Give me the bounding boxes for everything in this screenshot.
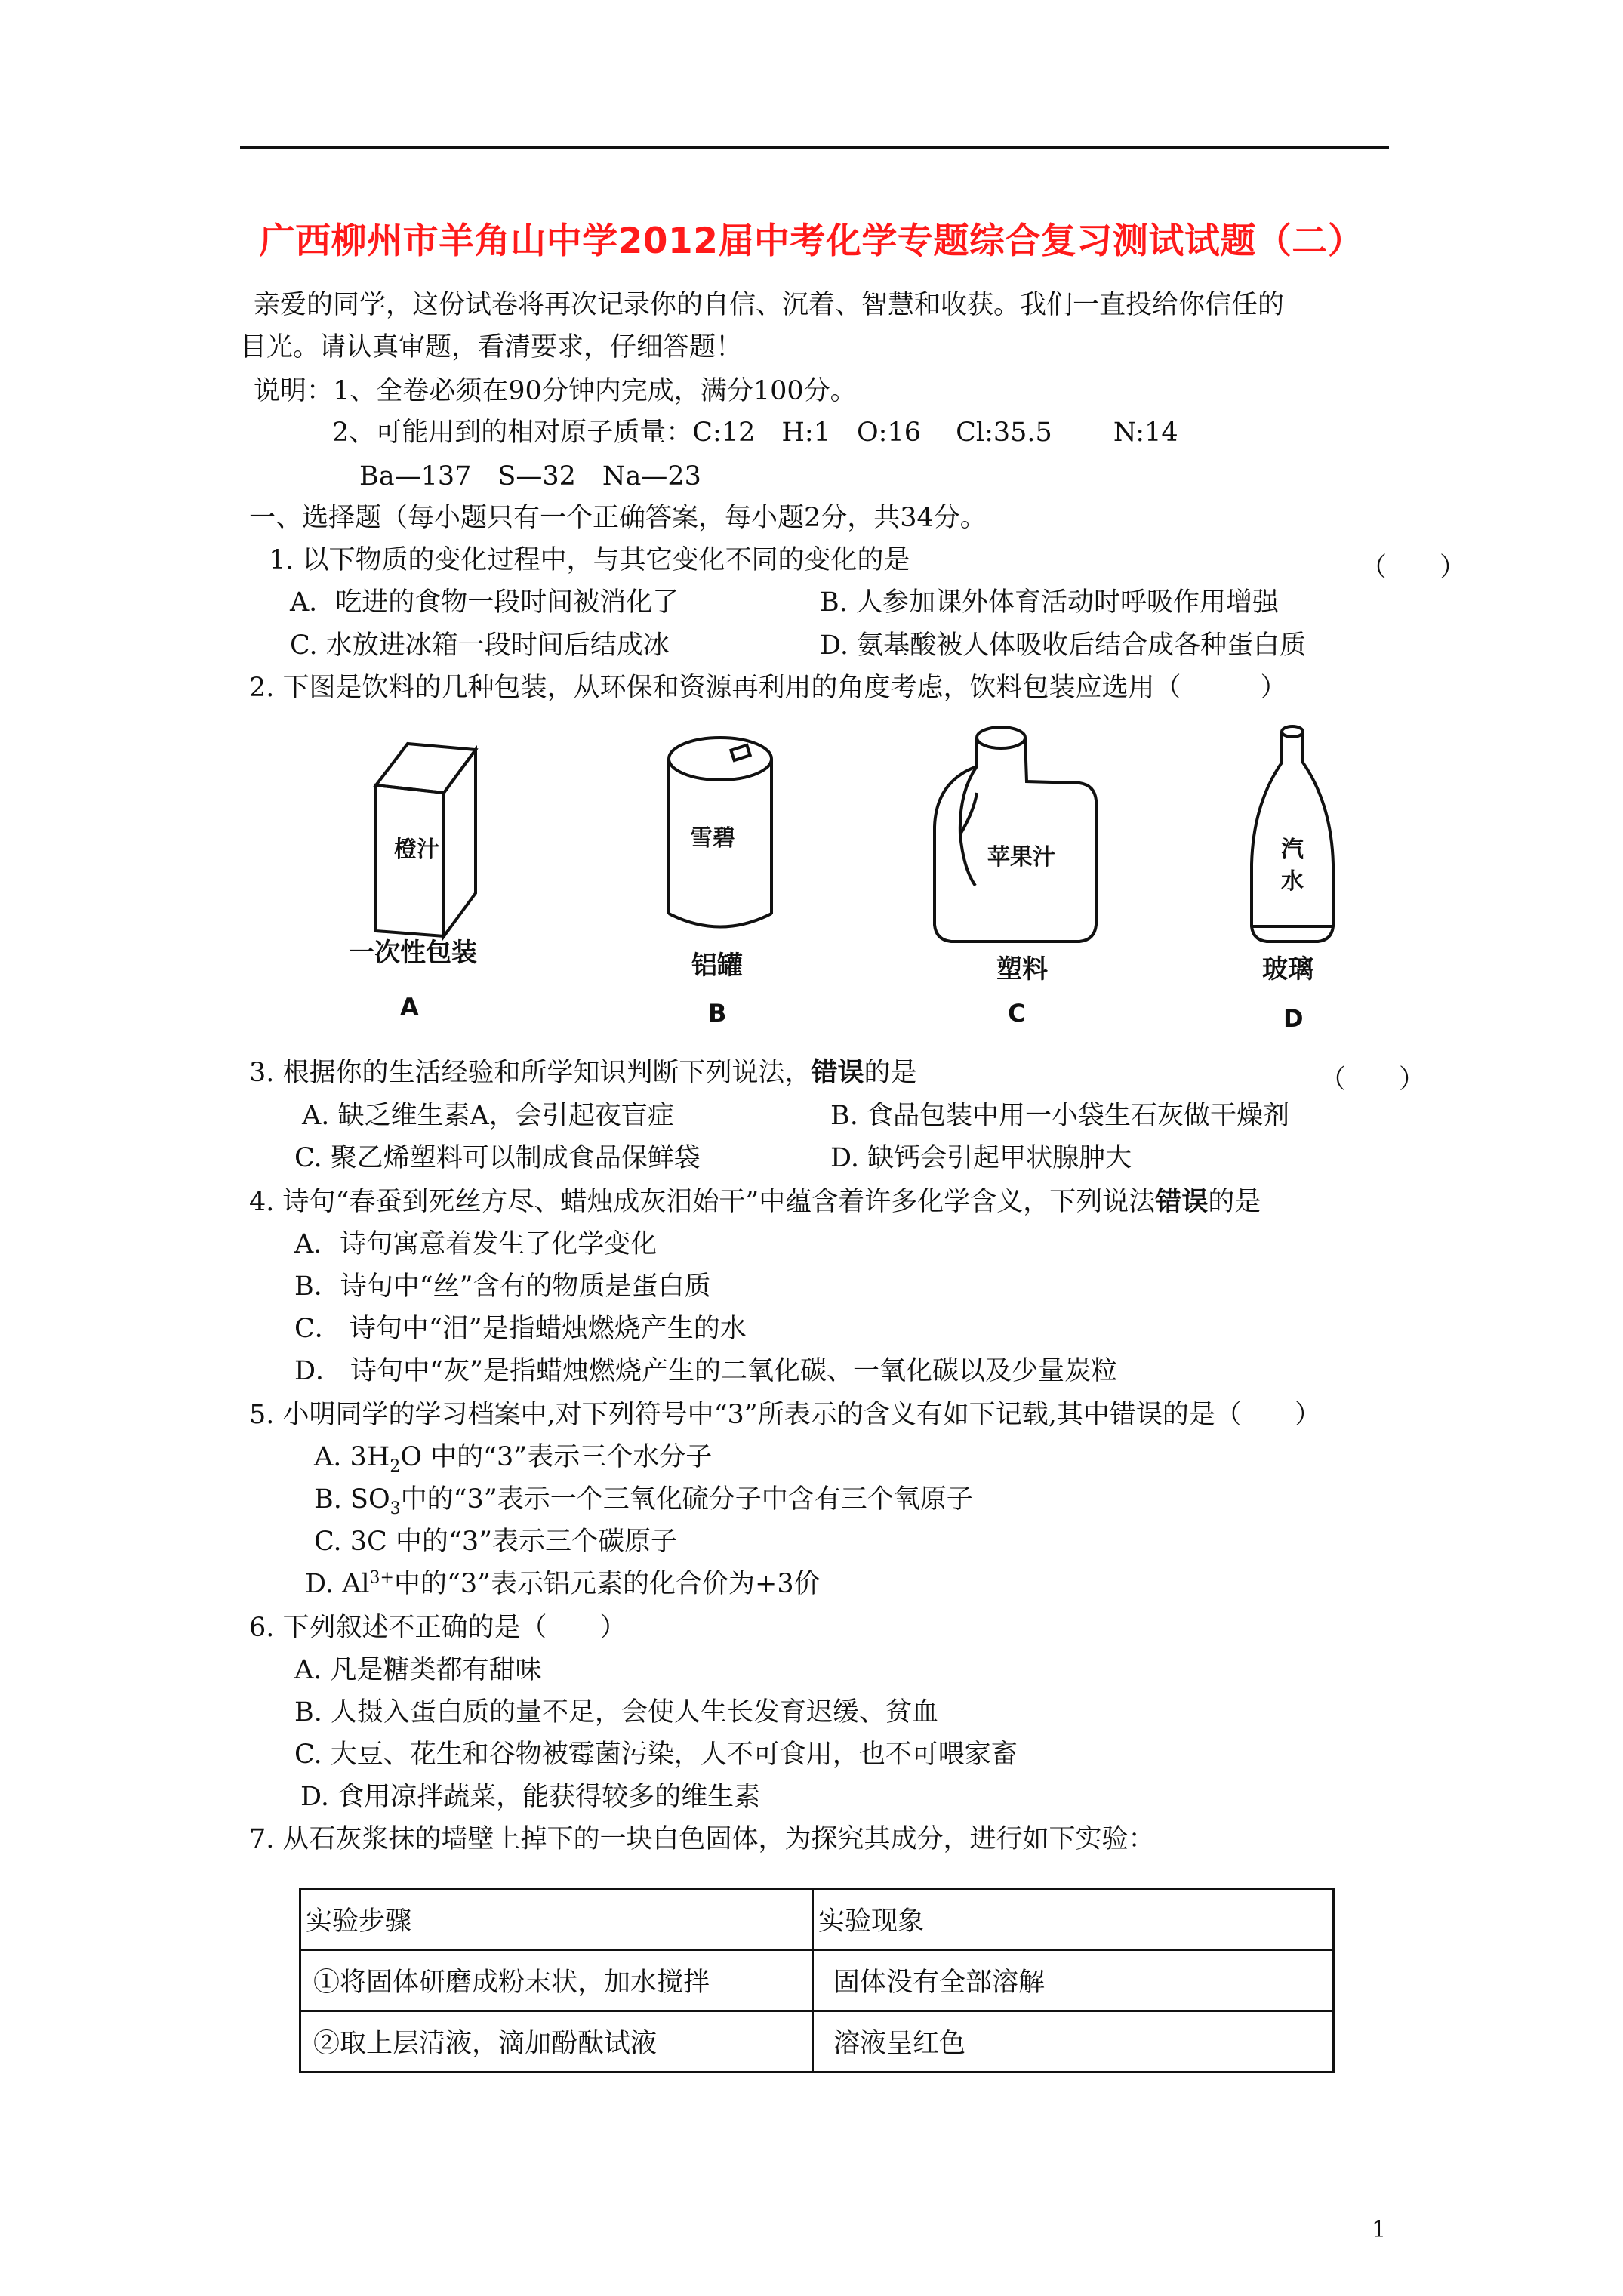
note-3: Ba—137 S—32 Na—23 — [359, 461, 701, 492]
q1-stem: 1. 以下物质的变化过程中，与其它变化不同的变化的是 — [269, 545, 910, 575]
q4-option-b: B．诗句中“丝”含有的物质是蛋白质 — [294, 1271, 711, 1302]
intro-line-1: 亲爱的同学，这份试卷将再次记录你的自信、沉着、智慧和收获。我们一直投给你信任的 — [254, 290, 1285, 320]
q5-stem: 5. 小明同学的学习档案中,对下列符号中“3”所表示的含义有如下记载,其中错误的是（ ） — [249, 1400, 1321, 1430]
q3-emphasis: 错误 — [811, 1057, 864, 1088]
option-d-letter: D — [1283, 1004, 1304, 1033]
carton-caption: 一次性包装 — [349, 938, 477, 968]
intro-line-2: 目光。请认真审题，看清要求，仔细答题！ — [240, 332, 743, 362]
bottle-drawing — [1252, 726, 1333, 942]
q6-option-c: C. 大豆、花生和谷物被霉菌污染，人不可食用，也不可喂家畜 — [294, 1740, 1018, 1770]
bottle-label-1: 汽 — [1281, 837, 1304, 863]
q7-stem: 7. 从石灰浆抹的墙壁上掉下的一块白色固体，为探究其成分，进行如下实验： — [249, 1824, 1155, 1854]
section-heading: 一、选择题（每小题只有一个正确答案，每小题2分，共34分。 — [249, 503, 987, 533]
q2-stem: 2. 下图是饮料的几种包装，从环保和资源再利用的角度考虑，饮料包装应选用（ ） — [249, 673, 1287, 703]
q1-option-d: D. 氨基酸被人体吸收后结合成各种蛋白质 — [820, 630, 1307, 661]
q6-option-d: D. 食用凉拌蔬菜，能获得较多的维生素 — [300, 1782, 761, 1812]
q6-stem: 6. 下列叙述不正确的是（ ） — [249, 1613, 627, 1643]
q4-option-d: D． 诗句中“灰”是指蜡烛燃烧产生的二氧化碳、一氧化碳以及少量炭粒 — [294, 1356, 1117, 1386]
q4-emphasis: 错误 — [1155, 1186, 1209, 1217]
q4-option-c: C． 诗句中“泪”是指蜡烛燃烧产生的水 — [294, 1314, 747, 1344]
carton-label: 橙汁 — [394, 837, 439, 863]
can-label: 雪碧 — [690, 825, 735, 852]
bottle-caption: 玻璃 — [1262, 954, 1313, 985]
q1-option-b: B. 人参加课外体育活动时呼吸作用增强 — [820, 587, 1279, 618]
q1-option-a: A．吃进的食物一段时间被消化了 — [290, 587, 679, 618]
q3-option-c: C. 聚乙烯塑料可以制成食品保鲜袋 — [294, 1143, 701, 1173]
table-header-row — [300, 1889, 1334, 1950]
table-row — [300, 1950, 1334, 2011]
table-header-cell: 实验现象 — [813, 1889, 1334, 1950]
table-cell: ②取上层清液，滴加酚酞试液 — [300, 2011, 813, 2073]
q1-answer-paren: （ ） — [1360, 553, 1467, 583]
table-header-cell: 实验步骤 — [300, 1889, 813, 1950]
option-c-letter: C — [1008, 999, 1026, 1028]
q5-option-c: C. 3C 中的“3”表示三个碳原子 — [314, 1527, 678, 1557]
header-rule — [240, 146, 1389, 149]
q3-answer-paren: （ ） — [1320, 1065, 1426, 1095]
page-number: 1 — [1372, 2217, 1387, 2243]
q3-stem: 3. 根据你的生活经验和所学知识判断下列说法，错误的是 — [249, 1057, 917, 1088]
table-cell: 溶液呈红色 — [813, 2011, 1334, 2073]
table-cell: ①将固体研磨成粉末状，加水搅拌 — [300, 1950, 813, 2011]
jug-caption: 塑料 — [996, 954, 1048, 985]
can-caption: 铝罐 — [691, 951, 743, 981]
bottle-label-2: 水 — [1281, 868, 1304, 895]
q3-option-b: B. 食品包装中用一小袋生石灰做干燥剂 — [830, 1101, 1289, 1131]
q1-option-c: C. 水放进冰箱一段时间后结成冰 — [290, 630, 670, 661]
q3-option-a: A. 缺乏维生素A，会引起夜盲症 — [302, 1101, 674, 1131]
packaging-figure — [317, 721, 1385, 1038]
page-title: 广西柳州市羊角山中学2012届中考化学专题综合复习测试试题（二） — [259, 220, 1364, 262]
q6-option-a: A. 凡是糖类都有甜味 — [294, 1655, 542, 1685]
table-cell: 固体没有全部溶解 — [813, 1950, 1334, 2011]
jug-label: 苹果汁 — [987, 844, 1055, 871]
q3-option-d: D. 缺钙会引起甲状腺肿大 — [830, 1143, 1132, 1173]
q5-option-b: B. $SO_3$中的“3”表示一个三氧化硫分子中含有三个氧原子 — [314, 1484, 973, 1518]
option-b-letter: B — [708, 999, 727, 1028]
q4-option-a: A．诗句寓意着发生了化学变化 — [294, 1229, 658, 1259]
jug-drawing — [935, 727, 1096, 942]
q6-option-b: B. 人摄入蛋白质的量不足，会使人生长发育迟缓、贫血 — [294, 1697, 938, 1727]
q5-option-a: A. $3H_2O$ 中的“3”表示三个水分子 — [314, 1442, 713, 1476]
note-2: 2、可能用到的相对原子质量：C:12 H:1 O:16 Cl:35.5 N:14 — [332, 418, 1178, 448]
q4-stem: 4. 诗句“春蚕到死丝方尽、蜡烛成灰泪始干”中蕴含着许多化学含义，下列说法错误的是 — [249, 1186, 1261, 1217]
table-row — [300, 2011, 1334, 2073]
note-1: 说明：1、全卷必须在90分钟内完成，满分100分。 — [254, 376, 857, 406]
q5-option-d: D. $Al^{3+}$中的“3”表示铝元素的化合价为+3价 — [305, 1568, 821, 1599]
option-a-letter: A — [400, 993, 419, 1022]
packaging-illustration — [317, 721, 1385, 1038]
experiment-table — [299, 1888, 1335, 2073]
